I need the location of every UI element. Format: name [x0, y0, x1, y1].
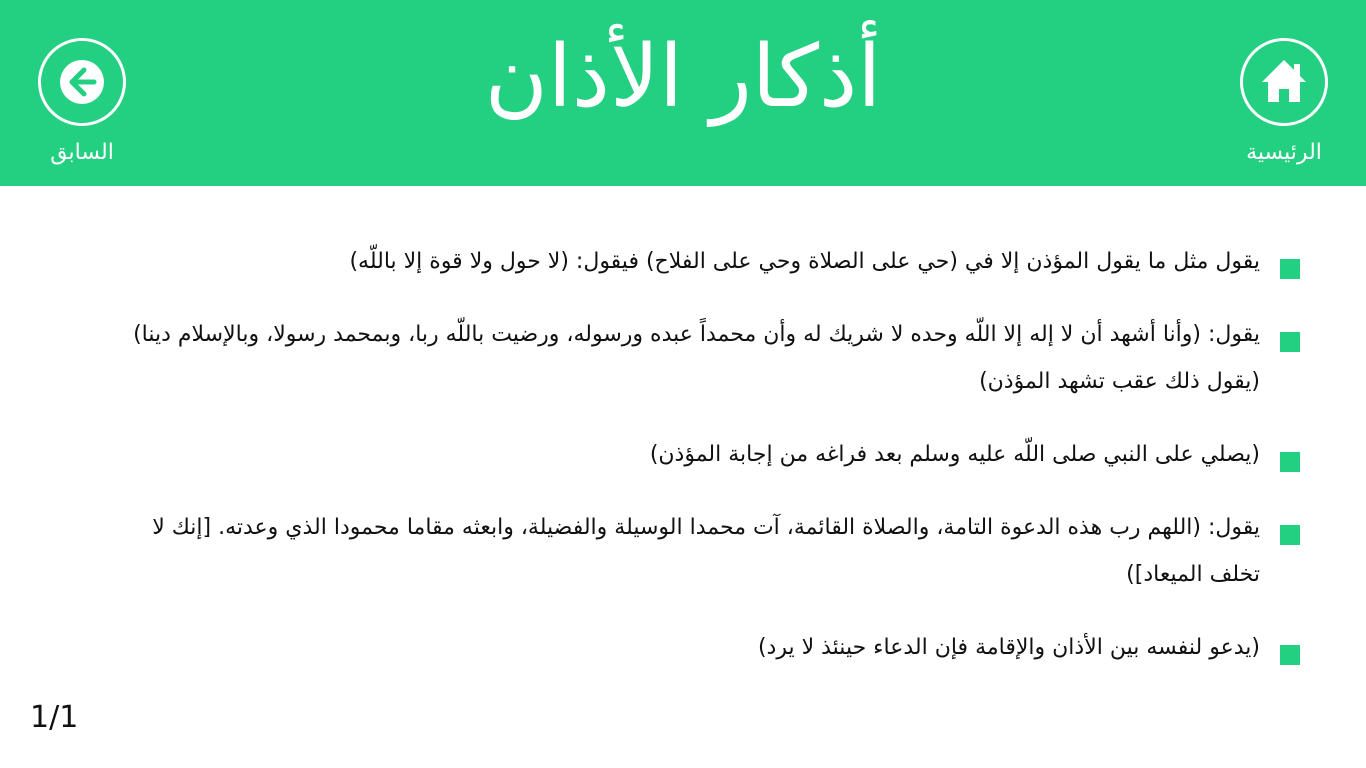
list-item [120, 624, 1300, 671]
item-text: يقول: (اللهم رب هذه الدعوة التامة، والصلاة القائمة، آت محمدا الوسيلة والفضيلة، وابعثه مقاما محمودا الذي وعدته. [إنك لا تخلف الميعاد]) [152, 515, 1260, 587]
adhkar-list [120, 238, 1300, 697]
back-label: السابق [50, 140, 114, 165]
item-text: يقول مثل ما يقول المؤذن إلا في (حي على الصلاة وحي على الفلاح) فيقول: (لا حول ولا قوة إلا باللّه) [349, 249, 1260, 274]
square-bullet-icon [1280, 332, 1300, 352]
page-counter: 1/1 [30, 700, 79, 735]
list-item [120, 238, 1300, 285]
item-text: يقول: (وأنا أشهد أن لا إله إلا اللّه وحده لا شريك له وأن محمداً عبده ورسوله، ورضيت باللّه ربا، وبمحمد رسولا، وبالإسلام دينا) (يقول ذلك عقب تشهد المؤذن) [133, 322, 1260, 394]
home-button[interactable] [1240, 38, 1328, 168]
back-button[interactable] [38, 38, 126, 168]
home-icon [1258, 56, 1310, 108]
item-text: (يدعو لنفسه بين الأذان والإقامة فإن الدعاء حينئذ لا يرد) [757, 635, 1260, 660]
page-title: أذكار الأذان [484, 27, 882, 127]
home-label: الرئيسية [1246, 140, 1322, 165]
header-bar [0, 0, 1366, 186]
home-icon-circle[interactable] [1240, 38, 1328, 126]
item-text: (يصلي على النبي صلى اللّه عليه وسلم بعد فراغه من إجابة المؤذن) [649, 442, 1260, 467]
list-item [120, 504, 1300, 598]
arrow-left-icon [56, 56, 108, 108]
list-item [120, 431, 1300, 478]
list-item [120, 311, 1300, 405]
square-bullet-icon [1280, 525, 1300, 545]
square-bullet-icon [1280, 452, 1300, 472]
square-bullet-icon [1280, 259, 1300, 279]
back-icon-circle[interactable] [38, 38, 126, 126]
square-bullet-icon [1280, 645, 1300, 665]
